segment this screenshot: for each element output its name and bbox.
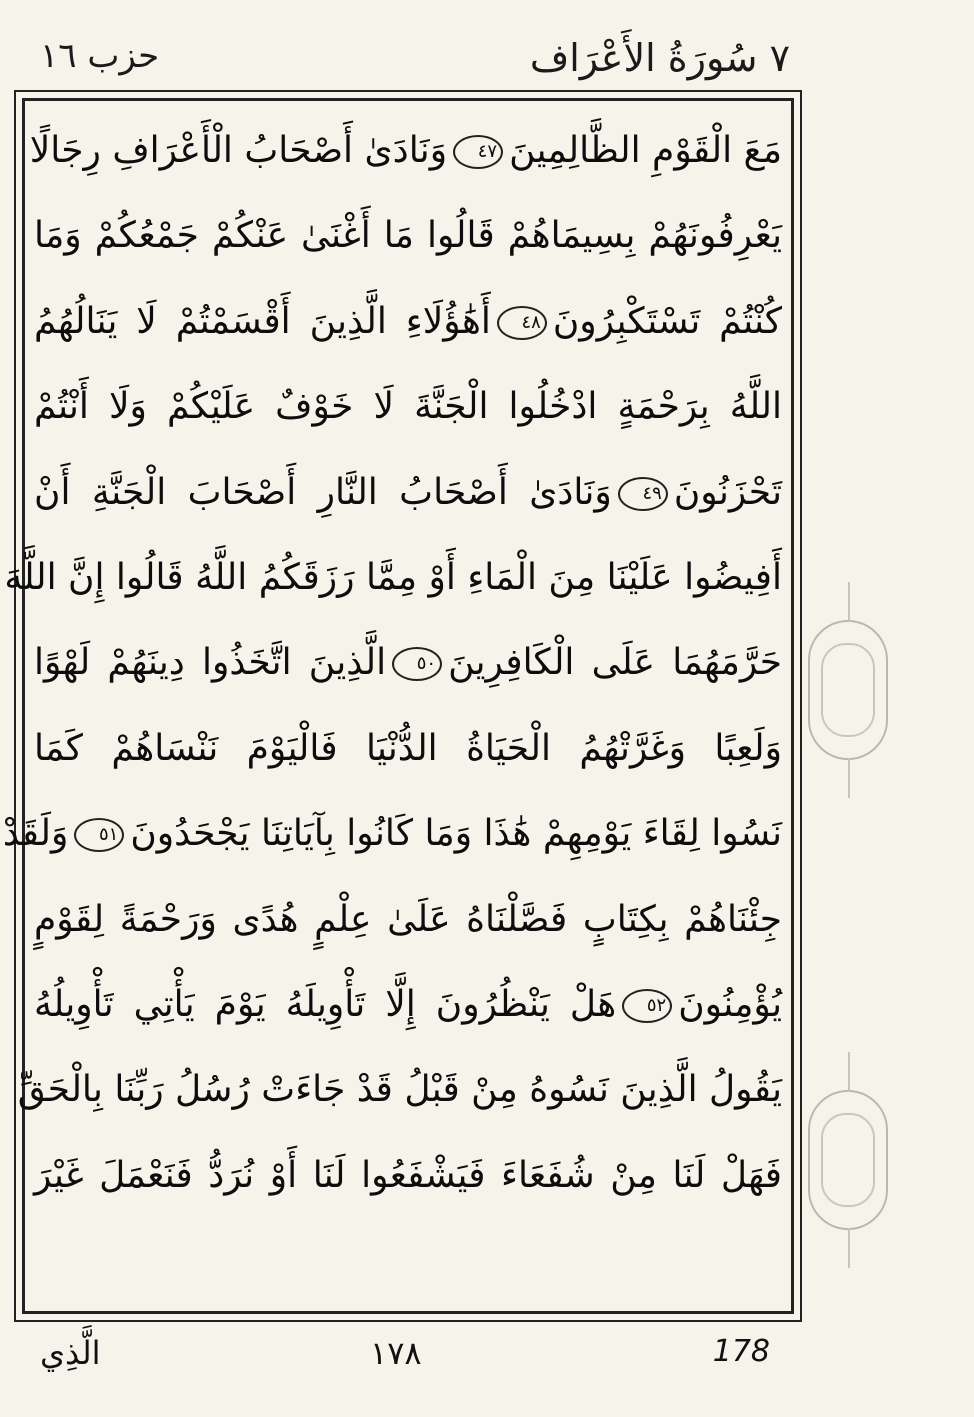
- line-text: جِئْنَاهُمْ بِكِتَابٍ فَصَّلْنَاهُ عَلَىٰ عِلْمٍ هُدًى وَرَحْمَةً لِقَوْمٍ: [34, 898, 782, 940]
- text-line: [34, 706, 782, 791]
- text-line: [34, 620, 782, 705]
- text-line: [29, 108, 782, 193]
- line-text: وَنَادَىٰ أَصْحَابُ الْأَعْرَافِ رِجَالًا: [29, 130, 448, 171]
- ayah-number-marker: ٤٩: [618, 477, 668, 511]
- catchword: الَّذِي: [40, 1334, 101, 1372]
- text-line: [17, 1047, 782, 1132]
- line-text: تَحْزَنُونَ: [673, 471, 782, 513]
- line-text: وَلَقَدْ: [2, 813, 69, 855]
- surah-title: ٧ سُورَةُ الأَعْرَاف: [529, 36, 790, 80]
- page-header: [30, 30, 790, 90]
- line-text: فَهَلْ لَنَا مِنْ شُفَعَاءَ فَيَشْفَعُوا لَنَا أَوْ نُرَدُّ فَنَعْمَلَ غَيْرَ: [34, 1154, 782, 1196]
- line-text: الَّذِينَ اتَّخَذُوا دِينَهُمْ لَهْوًا: [34, 642, 387, 684]
- text-line: [34, 279, 782, 364]
- ayah-number-marker: ٥٢: [622, 989, 672, 1023]
- ayah-number-marker: ٥١: [74, 818, 124, 852]
- text-line: [2, 791, 782, 876]
- line-text: يُؤْمِنُونَ: [678, 983, 782, 1025]
- quran-text-block: [2, 108, 783, 1304]
- ornament-medallion-icon: [821, 643, 875, 737]
- line-text: أَهَٰؤُلَاءِ الَّذِينَ أَقْسَمْتُمْ لَا يَنَالُهُمُ: [34, 300, 491, 342]
- text-line: [4, 535, 782, 620]
- line-text: نَسُوا لِقَاءَ يَوْمِهِمْ هَٰذَا وَمَا كَانُوا بِآيَاتِنَا يَجْحَدُونَ: [130, 813, 782, 855]
- line-text: يَعْرِفُونَهُمْ بِسِيمَاهُمْ قَالُوا مَا أَغْنَىٰ عَنْكُمْ جَمْعُكُمْ وَمَا: [34, 215, 782, 257]
- text-line: [34, 1133, 782, 1218]
- text-line: [34, 193, 782, 278]
- line-text: وَلَعِبًا وَغَرَّتْهُمُ الْحَيَاةُ الدُّنْيَا فَالْيَوْمَ نَنْسَاهُمْ كَمَا: [34, 727, 782, 769]
- ornament-medallion-icon: [821, 1113, 875, 1207]
- page-number-arabic: ١٧٨: [370, 1334, 422, 1372]
- line-text: هَلْ يَنْظُرُونَ إِلَّا تَأْوِيلَهُ يَوْمَ يَأْتِي تَأْوِيلُهُ: [34, 983, 617, 1025]
- line-text: يَقُولُ الَّذِينَ نَسُوهُ مِنْ قَبْلُ قَدْ جَاءَتْ رُسُلُ رَبِّنَا بِالْحَقِّ: [17, 1069, 782, 1111]
- ayah-number-marker: ٤٨: [497, 306, 547, 340]
- hizb-quarter-ornament-icon: [808, 1090, 888, 1230]
- text-line: [34, 450, 782, 535]
- text-line: [34, 877, 782, 962]
- ayah-number-marker: ٥٠: [392, 647, 442, 681]
- ayah-number-marker: ٤٧: [453, 135, 503, 169]
- line-text: اللَّهُ بِرَحْمَةٍ ادْخُلُوا الْجَنَّةَ لَا خَوْفٌ عَلَيْكُمْ وَلَا أَنْتُمْ: [34, 386, 782, 428]
- text-line: [34, 962, 782, 1047]
- line-text: حَرَّمَهُمَا عَلَى الْكَافِرِينَ: [448, 642, 783, 684]
- text-line: [34, 364, 782, 449]
- line-text: وَنَادَىٰ أَصْحَابُ النَّارِ أَصْحَابَ الْجَنَّةِ أَنْ: [34, 471, 612, 513]
- hizb-quarter-ornament-icon: [808, 620, 888, 760]
- page-footer: [30, 1330, 790, 1390]
- line-text: مَعَ الْقَوْمِ الظَّالِمِينَ: [509, 130, 782, 171]
- line-text: كُنْتُمْ تَسْتَكْبِرُونَ: [552, 300, 782, 342]
- page-number-latin: 178: [712, 1334, 770, 1369]
- line-text: أَفِيضُوا عَلَيْنَا مِنَ الْمَاءِ أَوْ مِمَّا رَزَقَكُمُ اللَّهُ قَالُوا إِنَّ اللَّهَ: [4, 556, 782, 598]
- hizb-label: حزب ١٦: [40, 36, 160, 76]
